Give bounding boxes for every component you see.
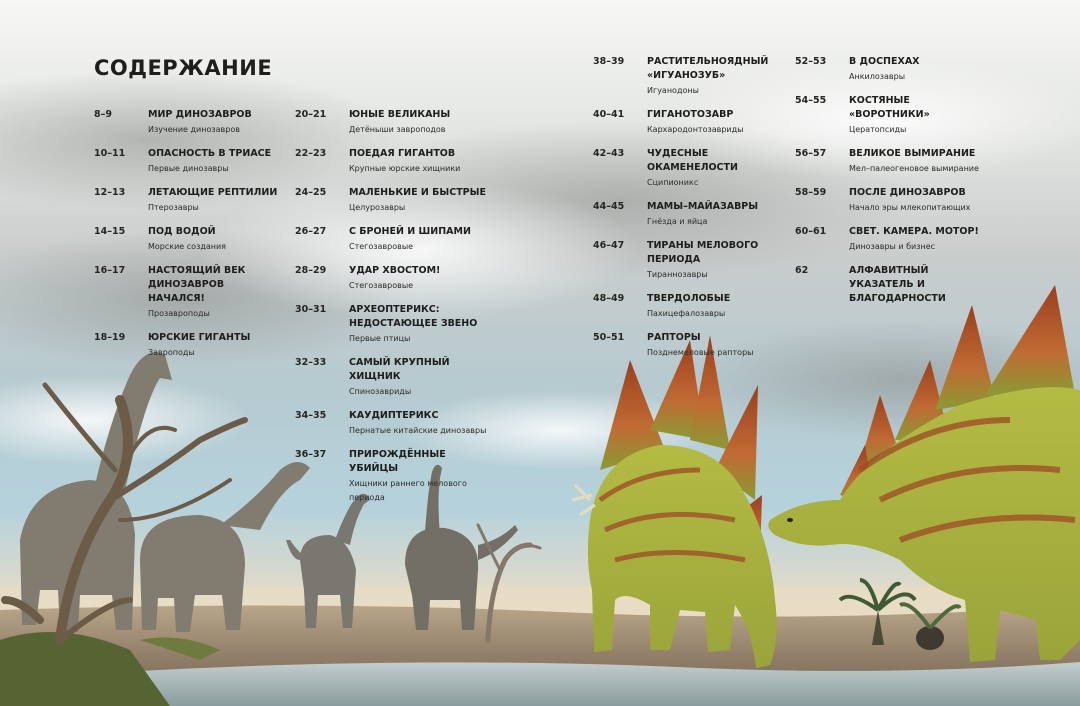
- toc-chapter-title: ПОЕДАЯ ГИГАНТОВ: [349, 148, 456, 159]
- toc-entry: [593, 239, 783, 282]
- toc-chapter-subtitle: Хищники раннего мелового периода: [349, 479, 467, 502]
- toc-column-1: [94, 108, 284, 370]
- toc-page-range: 40–41: [593, 109, 625, 120]
- toc-page-range: 8–9: [94, 109, 112, 120]
- toc-chapter-subtitle: Завроподы: [148, 348, 195, 357]
- toc-page-range: 44–45: [593, 201, 625, 212]
- toc-entry: [593, 108, 783, 137]
- toc-chapter-title: В ДОСПЕХАХ: [849, 56, 920, 67]
- toc-entry: [593, 55, 783, 98]
- toc-chapter-title: КОСТЯНЫЕ «ВОРОТНИКИ»: [849, 95, 930, 120]
- toc-page-range: 16–17: [94, 265, 126, 276]
- toc-chapter-subtitle: Прозавроподы: [148, 309, 210, 318]
- toc-entry-text: [349, 147, 491, 176]
- toc-entry: [593, 147, 783, 190]
- toc-chapter-subtitle: Анкилозавры: [849, 72, 906, 81]
- toc-entry-text: [849, 225, 980, 254]
- toc-entry-text: [647, 147, 783, 190]
- toc-chapter-title: АЛФАВИТНЫЙ УКАЗАТЕЛЬ И БЛАГОДАРНОСТИ: [849, 265, 946, 304]
- toc-column-3: [593, 55, 783, 370]
- toc-chapter-title: СВЕТ. КАМЕРА. МОТОР!: [849, 226, 979, 237]
- toc-entry-text: [647, 108, 783, 137]
- toc-chapter-subtitle: Игуанодоны: [647, 86, 699, 95]
- toc-entry-text: [148, 186, 284, 215]
- toc-page-range: 36–37: [295, 449, 327, 460]
- toc-chapter-title: МАМЫ–МАЙАЗАВРЫ: [647, 201, 759, 212]
- toc-chapter-title: РАПТОРЫ: [647, 332, 701, 343]
- toc-column-4: [795, 55, 980, 316]
- toc-entry-text: [148, 108, 284, 137]
- toc-entry-text: [349, 448, 491, 505]
- toc-chapter-title: АРХЕОПТЕРИКС: НЕДОСТАЮЩЕЕ ЗВЕНО: [349, 304, 478, 329]
- toc-heading: СОДЕРЖАНИЕ: [94, 56, 273, 80]
- toc-entry-text: [349, 186, 491, 215]
- toc-page-range: 46–47: [593, 240, 625, 251]
- toc-chapter-subtitle: Тираннозавры: [647, 270, 708, 279]
- toc-chapter-subtitle: Морские создания: [148, 242, 226, 251]
- toc-chapter-subtitle: Мел–палеогеновое вымирание: [849, 164, 979, 173]
- toc-entry: [295, 303, 491, 346]
- toc-entry-text: [349, 225, 491, 254]
- toc-entry-text: [647, 292, 783, 321]
- toc-entry: [94, 147, 284, 176]
- toc-chapter-title: МАЛЕНЬКИЕ И БЫСТРЫЕ: [349, 187, 486, 198]
- toc-chapter-title: ЮРСКИЕ ГИГАНТЫ: [148, 332, 251, 343]
- toc-chapter-title: НАСТОЯЩИЙ ВЕК ДИНОЗАВРОВ НАЧАЛСЯ!: [148, 265, 246, 304]
- toc-entry-text: [148, 225, 284, 254]
- toc-entry: [795, 147, 980, 176]
- toc-chapter-title: САМЫЙ КРУПНЫЙ ХИЩНИК: [349, 357, 450, 382]
- toc-chapter-title: С БРОНЕЙ И ШИПАМИ: [349, 226, 471, 237]
- toc-entry: [295, 264, 491, 293]
- toc-page-range: 54–55: [795, 95, 827, 106]
- toc-chapter-subtitle: Спинозавриды: [349, 387, 412, 396]
- toc-page-range: 32–33: [295, 357, 327, 368]
- toc-entry-text: [849, 264, 980, 306]
- toc-chapter-title: МИР ДИНОЗАВРОВ: [148, 109, 252, 120]
- toc-page-range: 18–19: [94, 332, 126, 343]
- toc-entry-text: [349, 108, 491, 137]
- toc-entry-text: [349, 303, 491, 346]
- toc-chapter-title: ЧУДЕСНЫЕ ОКАМЕНЕЛОСТИ: [647, 148, 738, 173]
- toc-entry-text: [647, 200, 783, 229]
- toc-page-range: 60–61: [795, 226, 827, 237]
- toc-entry: [593, 200, 783, 229]
- toc-chapter-title: ТВЕРДОЛОБЫЕ: [647, 293, 731, 304]
- toc-entry-text: [849, 94, 980, 137]
- toc-entry-text: [647, 331, 783, 360]
- toc-chapter-title: ПОСЛЕ ДИНОЗАВРОВ: [849, 187, 966, 198]
- toc-entry-text: [849, 55, 980, 84]
- toc-entry-text: [349, 409, 491, 438]
- toc-entry: [295, 448, 491, 505]
- toc-chapter-title: ТИРАНЫ МЕЛОВОГО ПЕРИОДА: [647, 240, 759, 265]
- toc-chapter-subtitle: Начало эры млекопитающих: [849, 203, 971, 212]
- toc-chapter-title: ГИГАНОТОЗАВР: [647, 109, 734, 120]
- toc-chapter-title: ОПАСНОСТЬ В ТРИАСЕ: [148, 148, 272, 159]
- toc-chapter-subtitle: Позднемеловые рапторы: [647, 348, 754, 357]
- toc-page-range: 52–53: [795, 56, 827, 67]
- toc-page-range: 22–23: [295, 148, 327, 159]
- toc-entry: [295, 147, 491, 176]
- toc-entry: [295, 409, 491, 438]
- toc-chapter-subtitle: Гнёзда и яйца: [647, 217, 708, 226]
- toc-chapter-subtitle: Динозавры и бизнес: [849, 242, 936, 251]
- toc-entry: [295, 186, 491, 215]
- toc-entry-text: [148, 147, 284, 176]
- toc-chapter-title: КАУДИПТЕРИКС: [349, 410, 439, 421]
- toc-chapter-title: ЛЕТАЮЩИЕ РЕПТИЛИИ: [148, 187, 278, 198]
- toc-entry-text: [148, 331, 284, 360]
- toc-page-range: 30–31: [295, 304, 327, 315]
- toc-chapter-subtitle: Кархародонтозавриды: [647, 125, 744, 134]
- toc-page-range: 20–21: [295, 109, 327, 120]
- toc-entry: [295, 225, 491, 254]
- toc-entry-text: [647, 239, 783, 282]
- toc-chapter-subtitle: Цератопсиды: [849, 125, 907, 134]
- toc-page-range: 48–49: [593, 293, 625, 304]
- toc-entry: [593, 331, 783, 360]
- toc-chapter-title: ВЕЛИКОЕ ВЫМИРАНИЕ: [849, 148, 976, 159]
- toc-entry: [295, 108, 491, 137]
- toc-entry: [593, 292, 783, 321]
- toc-page-range: 38–39: [593, 56, 625, 67]
- toc-page-range: 56–57: [795, 148, 827, 159]
- toc-chapter-subtitle: Стегозавровые: [349, 242, 414, 251]
- toc-page-range: 24–25: [295, 187, 327, 198]
- toc-entry: [795, 55, 980, 84]
- toc-entry-text: [849, 147, 980, 176]
- toc-entry: [94, 331, 284, 360]
- toc-entry-text: [148, 264, 284, 321]
- toc-chapter-subtitle: Детёныши завроподов: [349, 125, 446, 134]
- toc-entry: [94, 108, 284, 137]
- toc-chapter-title: ЮНЫЕ ВЕЛИКАНЫ: [349, 109, 451, 120]
- toc-page-range: 58–59: [795, 187, 827, 198]
- toc-entry: [94, 264, 284, 321]
- toc-entry: [795, 186, 980, 215]
- toc-page-range: 14–15: [94, 226, 126, 237]
- toc-page-range: 34–35: [295, 410, 327, 421]
- toc-chapter-subtitle: Первые птицы: [349, 334, 411, 343]
- toc-chapter-subtitle: Целурозавры: [349, 203, 406, 212]
- toc-chapter-subtitle: Пахицефалозавры: [647, 309, 726, 318]
- toc-entry: [94, 225, 284, 254]
- toc-entry: [295, 356, 491, 399]
- toc-chapter-title: ПРИРОЖДЁННЫЕ УБИЙЦЫ: [349, 449, 446, 474]
- toc-entry-text: [849, 186, 980, 215]
- toc-chapter-subtitle: Крупные юрские хищники: [349, 164, 461, 173]
- toc-entry: [94, 186, 284, 215]
- toc-entry-text: [349, 356, 491, 399]
- toc-entry: [795, 264, 980, 306]
- toc-entry: [795, 225, 980, 254]
- toc-chapter-title: РАСТИТЕЛЬНОЯДНЫЙ «ИГУАНОЗУБ»: [647, 56, 769, 81]
- toc-page-range: 28–29: [295, 265, 327, 276]
- toc-chapter-subtitle: Пернатые китайские динозавры: [349, 426, 487, 435]
- toc-page-range: 26–27: [295, 226, 327, 237]
- toc-chapter-subtitle: Птерозавры: [148, 203, 199, 212]
- toc-column-2: [295, 108, 491, 515]
- toc-entry-text: [647, 55, 783, 98]
- toc-chapter-title: УДАР ХВОСТОМ!: [349, 265, 441, 276]
- toc-chapter-subtitle: Стегозавровые: [349, 281, 414, 290]
- toc-page-range: 62: [795, 265, 809, 276]
- toc-chapter-subtitle: Первые динозавры: [148, 164, 229, 173]
- toc-page-range: 42–43: [593, 148, 625, 159]
- toc-entry-text: [349, 264, 491, 293]
- toc-page-range: 12–13: [94, 187, 126, 198]
- toc-chapter-subtitle: Сципионикс: [647, 178, 699, 187]
- toc-page-range: 10–11: [94, 148, 126, 159]
- toc-chapter-title: ПОД ВОДОЙ: [148, 226, 216, 237]
- toc-chapter-subtitle: Изучение динозавров: [148, 125, 240, 134]
- toc-page-range: 50–51: [593, 332, 625, 343]
- toc-entry: [795, 94, 980, 137]
